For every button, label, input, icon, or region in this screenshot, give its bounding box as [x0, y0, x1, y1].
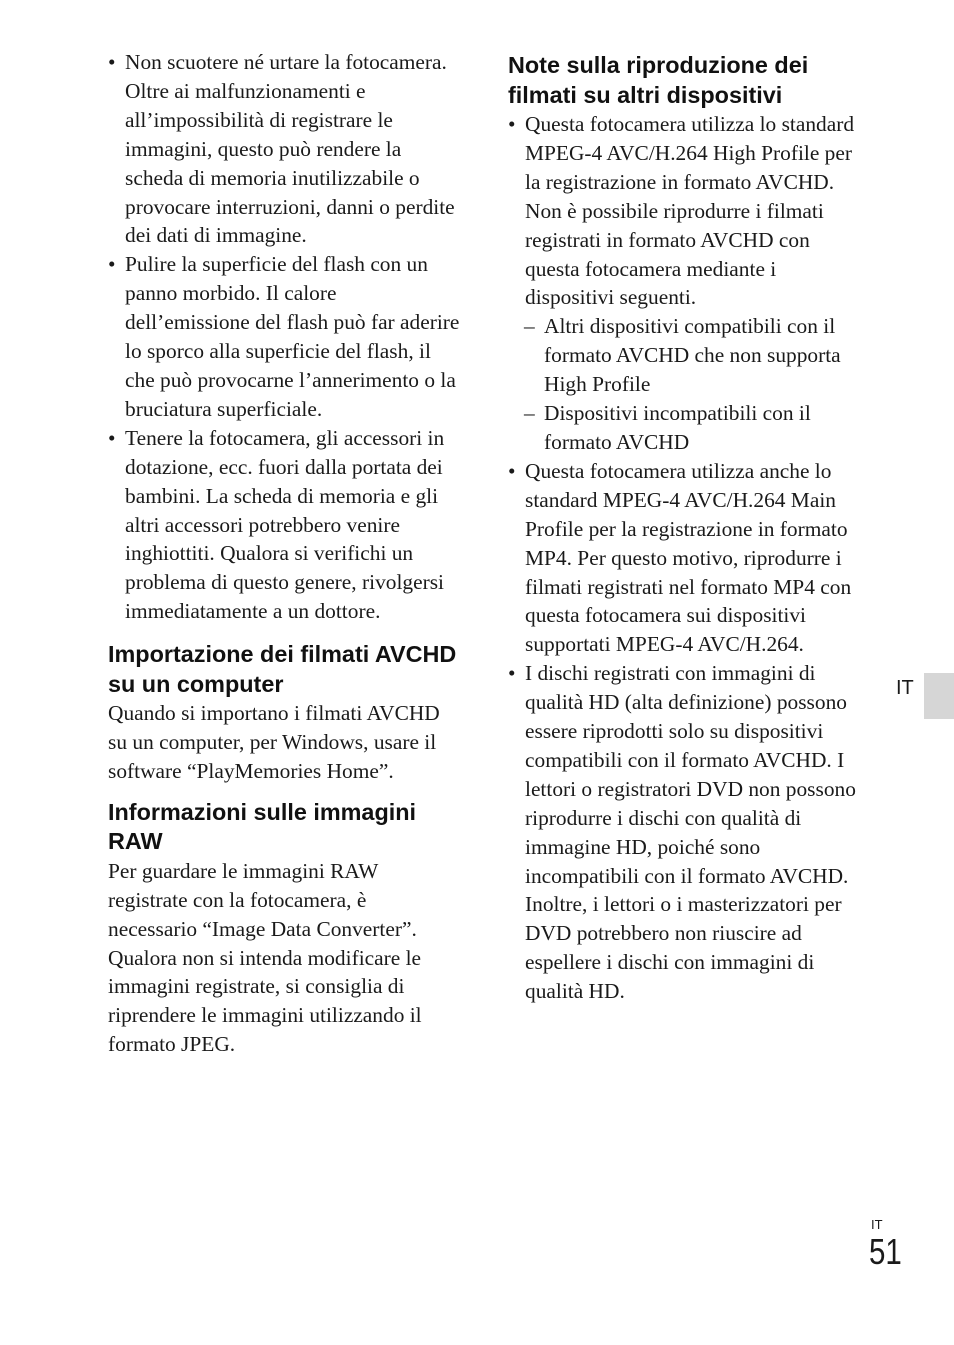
- section-text-avchd: Quando si importano i filmati AVCHD su un computer, per Windows, usare il software “PlayMemories Home”.: [108, 701, 440, 783]
- section-heading-avchd: Importazione dei filmati AVCHD su un computer: [108, 641, 457, 697]
- dash-item: – Altri dispositivi compatibili con il formato AVCHD che non supporta High Profile: [508, 312, 860, 399]
- footer-language-code: IT: [871, 1217, 883, 1232]
- right-column: [508, 48, 860, 1006]
- bullet-item: • Questa fotocamera utilizza anche lo standard MPEG-4 AVC/H.264 Main Profile per la registrazione in formato MP4. Per questo motivo, riprodurre i filmati registrati nel formato MP4 con questa fotocamera sui dispositivi supportati MPEG-4 AVC/H.264.: [508, 457, 860, 659]
- bullet-item: • Non scuotere né urtare la fotocamera. Oltre ai malfunzionamenti e all’impossibilità di registrare le immagini, questo può rendere la scheda di memoria inutilizzabile o provocare interruzioni, danni o perdite dei dati di immagine.: [108, 48, 460, 250]
- bullet-item: • Questa fotocamera utilizza lo standard MPEG-4 AVC/H.264 High Profile per la registrazione in formato AVCHD. Non è possibile riprodurre i filmati registrati in formato AVCHD con questa fotocamera mediante i dispositivi seguenti.: [508, 110, 860, 312]
- section-heading-raw: Informazioni sulle immagini RAW: [108, 798, 417, 855]
- bullet-item: • I dischi registrati con immagini di qualità HD (alta definizione) possono essere riprodotti solo su dispositivi compatibili con il formato AVCHD. I lettori o registratori DVD non possono riprodurre i dischi con qualità di immagine HD, poiché sono incompatibili con il formato AVCHD. Inoltre, i lettori o i masterizzatori per DVD potrebbero non riuscire ad espellere i dischi con immagini di qualità HD.: [508, 659, 860, 1006]
- dash-item: – Dispositivi incompatibili con il formato AVCHD: [508, 399, 860, 457]
- section-text-raw: Per guardare le immagini RAW registrate con la fotocamera, è necessario “Image Data Converter”. Qualora non si intenda modificare le immagini registrate, si consiglia di riprendere le immagini utilizzando il formato JPEG.: [108, 858, 422, 1057]
- bullet-item: • Tenere la fotocamera, gli accessori in dotazione, ecc. fuori dalla portata dei bambini. La scheda di memoria e gli altri accessori potrebbero venire inghiottiti. Qualora si verifichi un problema di questo genere, rivolgersi immediatamente a un dottore.: [108, 424, 460, 626]
- section-heading-playback: Note sulla riproduzione dei filmati su altri dispositivi: [508, 52, 809, 108]
- page-number: 51: [869, 1231, 902, 1272]
- language-side-label: IT: [896, 677, 914, 699]
- bullet-item: • Pulire la superficie del flash con un panno morbido. Il calore dell’emissione del flash può far aderire lo sporco alla superficie del flash, il che può provocarne l’annerimento o la bruciatura superficiale.: [108, 250, 460, 423]
- left-column: [108, 48, 460, 1059]
- language-side-tab: [924, 673, 954, 719]
